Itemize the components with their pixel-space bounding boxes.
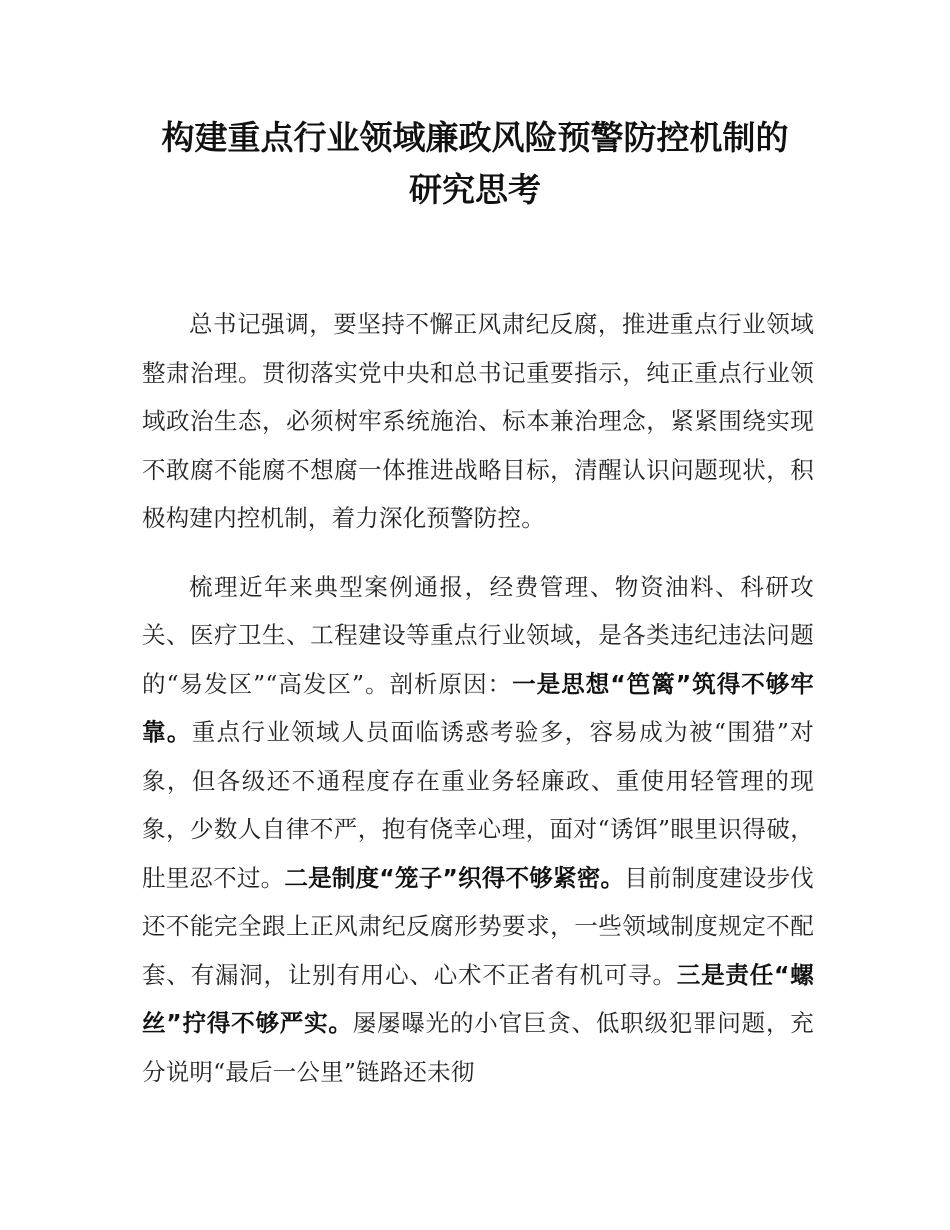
paragraph-2 <box>142 563 814 1097</box>
point-1-heading: 一是思想“笆篱”筑得不够牢靠。 <box>142 669 814 746</box>
document-body <box>142 300 814 1116</box>
point-2-heading: 二是制度“笼子”织得不够紧密。 <box>284 863 625 892</box>
paragraph-2-text-b: 重点行业领域人员面临诱惑考验多，容易成为被“围猎”对象，但各级还不通程度存在重业务轻廉政、重使用轻管理的现象，少数人自律不严，抱有侥幸心理，面对“诱饵”眼里识得破，肚里忍不过。 <box>142 718 814 892</box>
paragraph-2-text-a: 梳理近年来典型案例通报，经费管理、物资油料、科研攻关、医疗卫生、工程建设等重点行业领域，是各类违纪违法问题的“易发区”“高发区”。剖析原因： <box>142 572 814 698</box>
paragraph-2-text-d: 屡屡曝光的小官巨贪、低职级犯罪问题，充分说明“最后一公里”链路还未彻 <box>142 1009 814 1086</box>
paragraph-2-text-c: 目前制度建设步伐还不能完全跟上正风肃纪反腐形势要求，一些领域制度规定不配套、有漏洞，让别有用心、心术不正者有机可寻。 <box>142 863 815 989</box>
document-title <box>100 112 850 216</box>
title-line-1: 构建重点行业领域廉政风险预警防控机制的 <box>161 118 789 157</box>
paragraph-1: 总书记强调，要坚持不懈正风肃纪反腐，推进重点行业领域整肃治理。贯彻落实党中央和总书记重要指示，纯正重点行业领域政治生态，必须树牢系统施治、标本兼治理念，紧紧围绕实现不敢腐不能腐不想腐一体推进战略目标，清醒认识问题现状，积极构建内控机制，着力深化预警防控。 <box>142 310 814 532</box>
title-line-2: 研究思考 <box>409 170 541 209</box>
point-3-heading: 三是责任“螺丝”拧得不够严实。 <box>142 960 814 1037</box>
